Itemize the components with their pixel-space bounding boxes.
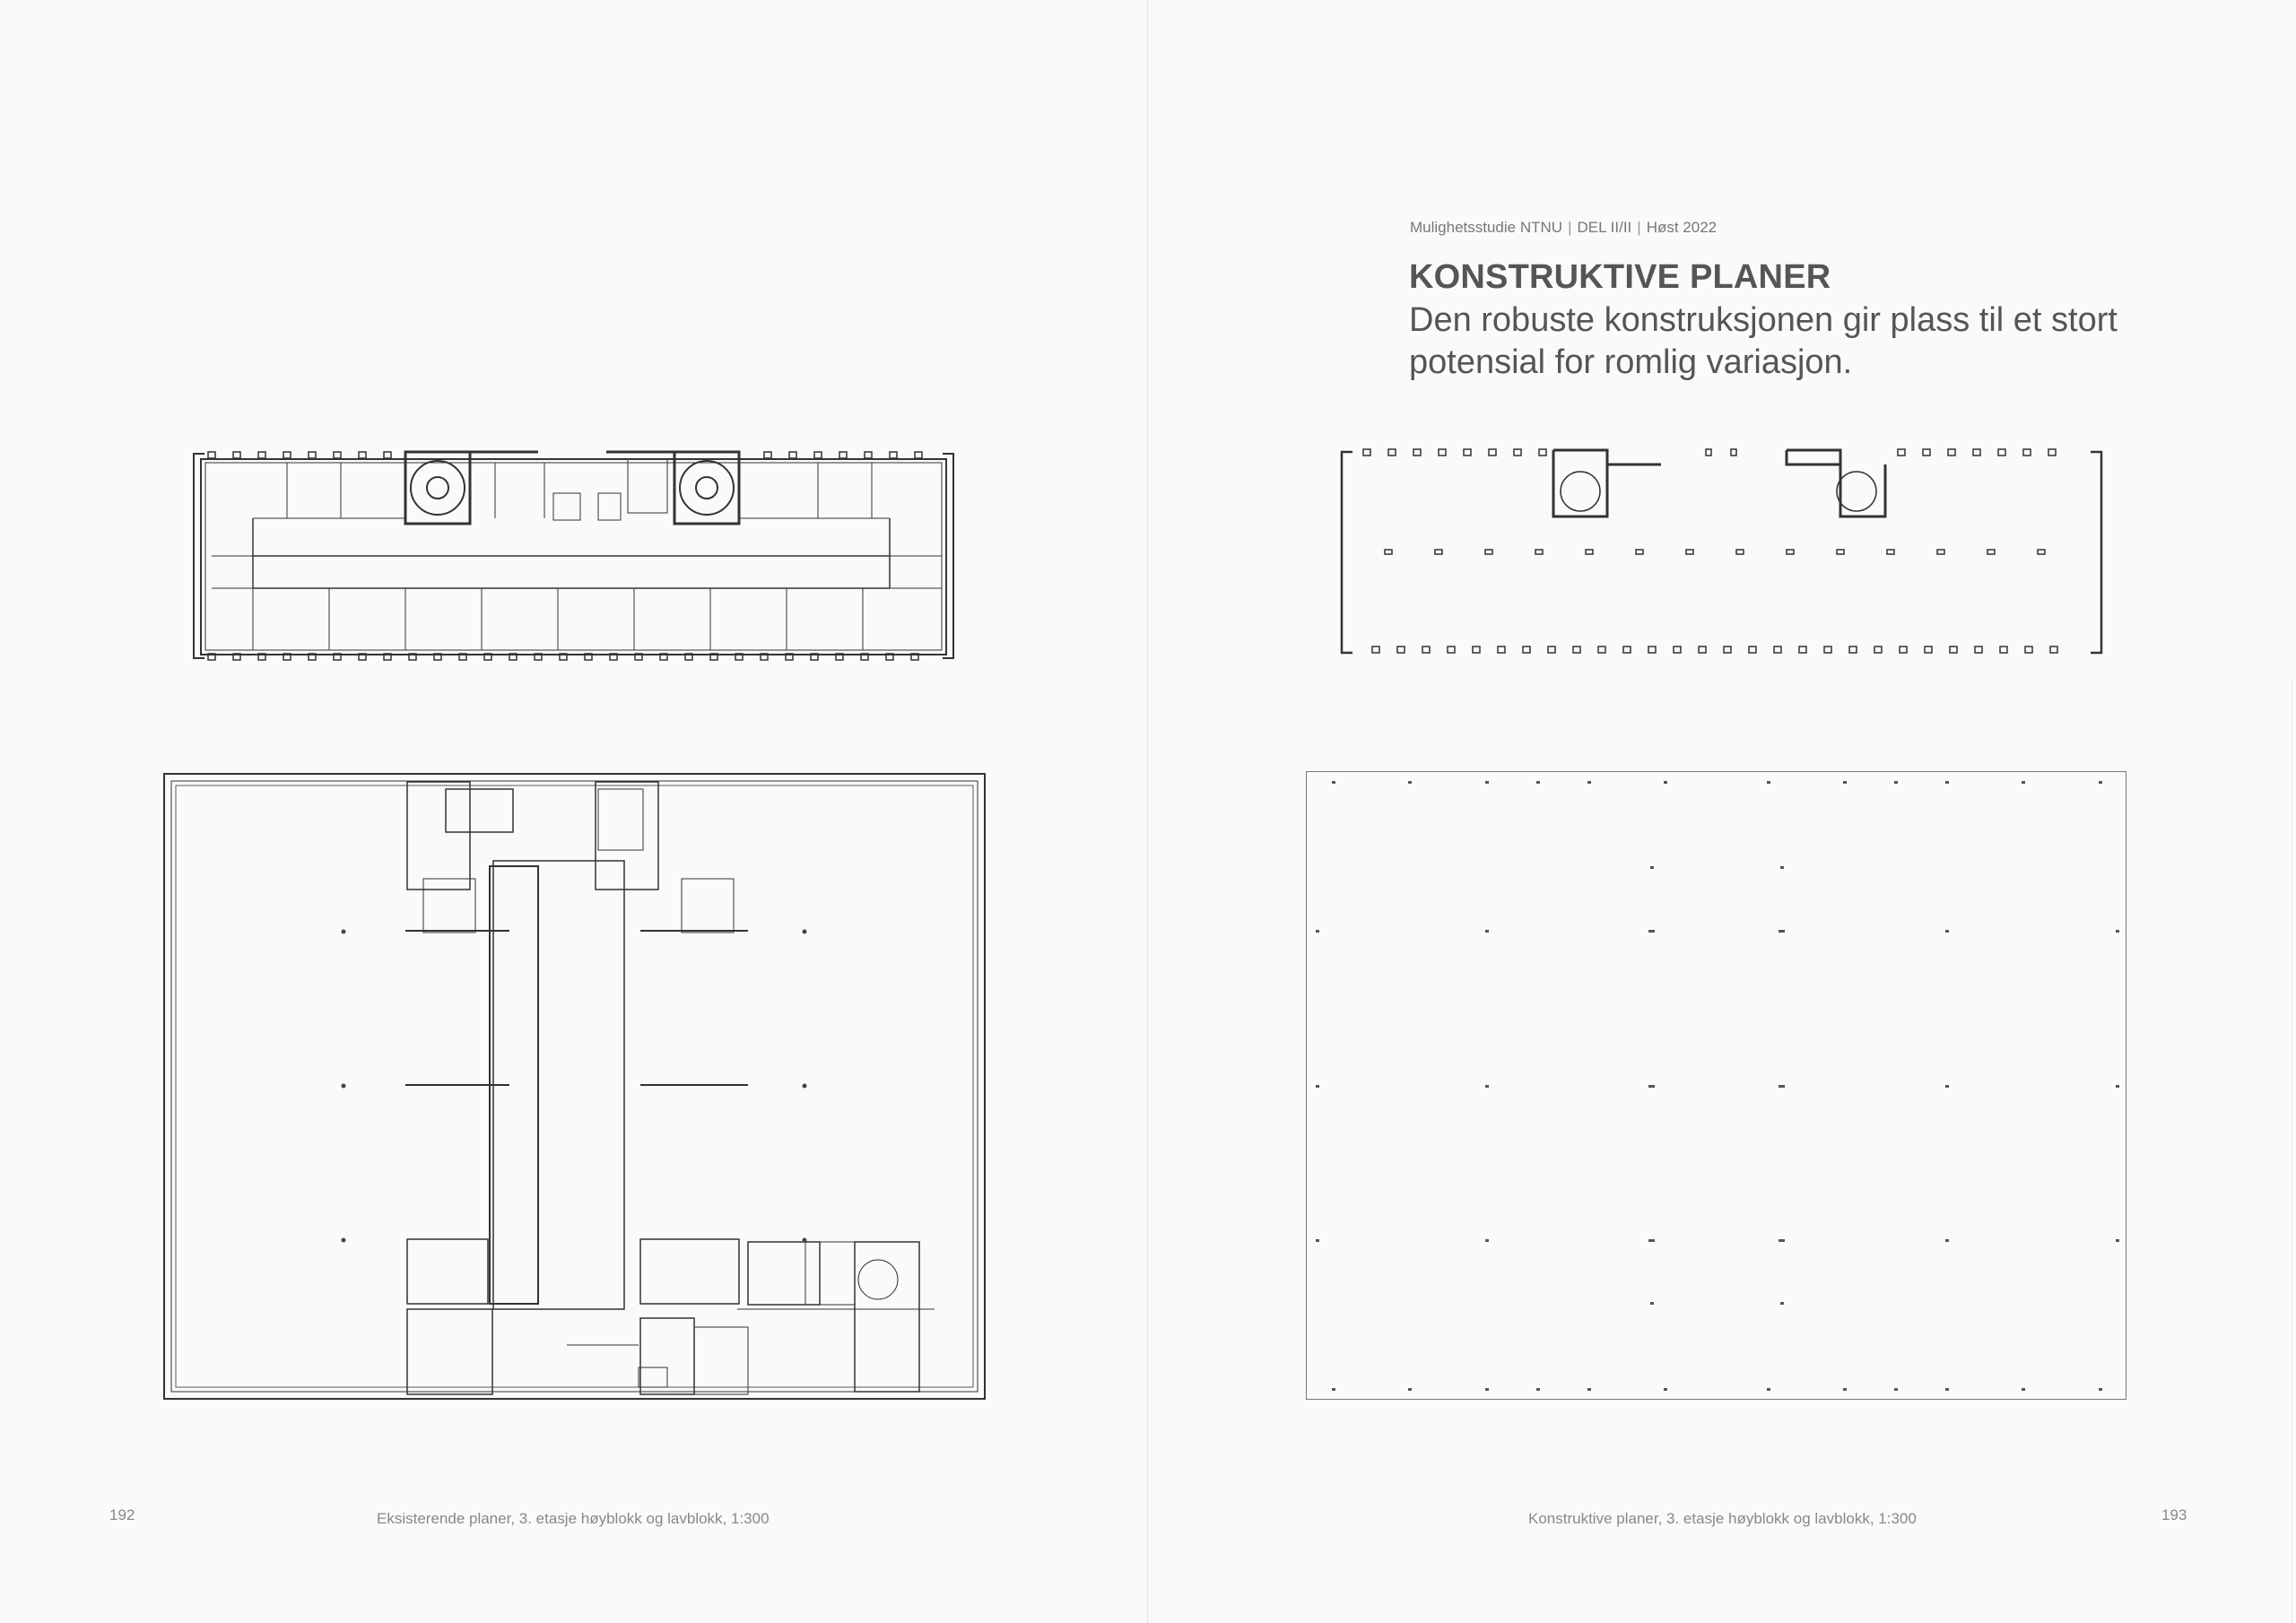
meta-study: Mulighetsstudie NTNU <box>1410 219 1563 236</box>
caption-right: Konstruktive planer, 3. etasje høyblokk og lavblokk, 1:300 <box>1528 1510 1917 1527</box>
page-gutter <box>1147 0 1148 1623</box>
meta-term: Høst 2022 <box>1646 219 1718 236</box>
caption-left: Eksisterende planer, 3. etasje høyblokk og lavblokk, 1:300 <box>377 1510 770 1527</box>
page-number-right: 193 <box>2161 1506 2187 1523</box>
existing-lowblock-plan <box>163 771 987 1401</box>
structural-lowblock-plan <box>1306 771 2127 1401</box>
structural-highblock-plan <box>1338 447 2105 662</box>
existing-highblock-plan <box>190 448 957 664</box>
header-meta: Mulighetsstudie NTNU | DEL II/II | Høst 2022 <box>1410 219 1718 236</box>
meta-part: DEL II/II <box>1577 219 1632 236</box>
section-title: KONSTRUKTIVE PLANER <box>1409 258 1831 296</box>
page-number-left: 192 <box>109 1506 135 1523</box>
section-subtitle: Den robuste konstruksjonen gir plass til et stort potensial for romlig variasjon. <box>1409 301 2118 381</box>
